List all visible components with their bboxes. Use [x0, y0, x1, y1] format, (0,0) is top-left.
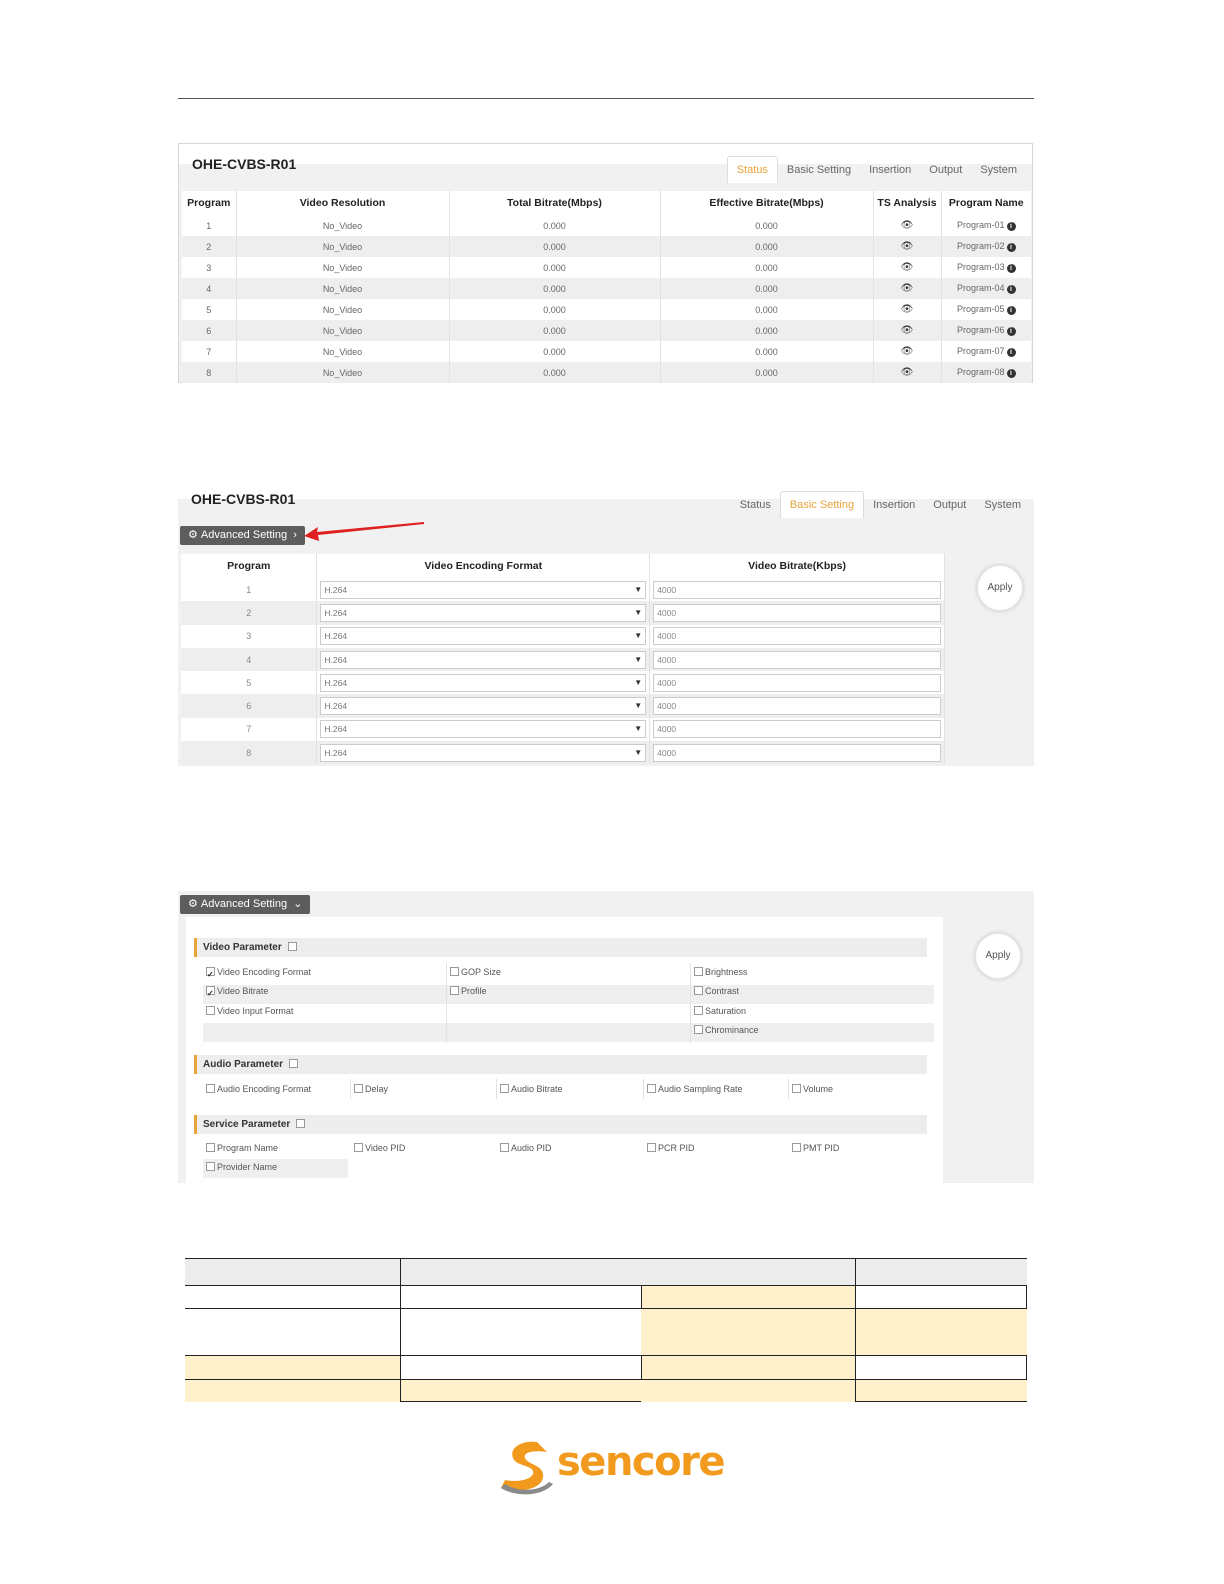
- tab-basic-setting[interactable]: Basic Setting: [780, 491, 864, 518]
- effective-bitrate: 0.000: [660, 278, 873, 299]
- effective-bitrate: 0.000: [660, 236, 873, 257]
- brightness-option[interactable]: Brightness: [691, 963, 748, 982]
- effective-bitrate: 0.000: [660, 257, 873, 278]
- advanced-setting-label: Advanced Setting: [200, 898, 288, 910]
- service-parameter-checkbox[interactable]: [296, 1119, 305, 1128]
- checkbox[interactable]: [694, 967, 703, 976]
- video-encoding-format-option[interactable]: ✓Video Encoding Format: [203, 963, 311, 982]
- program-number: 4: [181, 648, 317, 671]
- checkbox-checked[interactable]: [206, 967, 215, 976]
- encoding-format-value: H.264: [324, 701, 348, 712]
- effective-bitrate: 0.000: [660, 299, 873, 320]
- video-bitrate-input[interactable]: 4000: [653, 604, 941, 622]
- video-bitrate-input[interactable]: 4000: [653, 627, 941, 645]
- total-bitrate: 0.000: [449, 236, 660, 257]
- checkbox[interactable]: [206, 1162, 215, 1171]
- advanced-setting-button[interactable]: [180, 526, 305, 545]
- col-effective-bitrate: Effective Bitrate(Mbps): [660, 191, 873, 215]
- checkbox[interactable]: [206, 1143, 215, 1152]
- encoding-format-value: H.264: [324, 584, 348, 595]
- table-row: [182, 341, 1031, 362]
- eye-icon[interactable]: 👁: [900, 283, 914, 294]
- video-bitrate-input[interactable]: 4000: [653, 744, 941, 762]
- gear-icon: ⚙: [188, 898, 198, 910]
- encoding-format-select[interactable]: [320, 627, 646, 645]
- effective-bitrate: 0.000: [660, 341, 873, 362]
- table-line: [641, 1285, 642, 1309]
- audio-parameter-checkbox[interactable]: [289, 1059, 298, 1068]
- caret-down-icon: ▼: [634, 701, 643, 711]
- program-number: 7: [182, 341, 236, 362]
- audio-parameter-title: Audio Parameter: [203, 1059, 284, 1070]
- highlighted-cell: [641, 1356, 855, 1379]
- apply-button[interactable]: Apply: [977, 565, 1023, 611]
- checkbox[interactable]: [647, 1084, 656, 1093]
- checkbox[interactable]: [694, 1025, 703, 1034]
- eye-icon[interactable]: 👁: [900, 262, 914, 273]
- saturation-option[interactable]: Saturation: [691, 1002, 746, 1021]
- eye-icon[interactable]: 👁: [900, 304, 914, 315]
- advanced-setting-panel: [178, 891, 1034, 1183]
- caret-down-icon: ▼: [634, 654, 643, 664]
- table-line: [185, 1379, 1027, 1380]
- basic-setting-panel: [178, 479, 1034, 766]
- encoding-format-value: H.264: [324, 631, 348, 642]
- info-icon[interactable]: i: [1007, 264, 1016, 273]
- video-bitrate-input[interactable]: 4000: [653, 651, 941, 669]
- total-bitrate: 0.000: [449, 320, 660, 341]
- video-bitrate-input[interactable]: 4000: [653, 581, 941, 599]
- video-resolution: No_Video: [236, 278, 449, 299]
- checkbox[interactable]: [500, 1143, 509, 1152]
- program-number: 2: [182, 236, 236, 257]
- encoding-format-value: H.264: [324, 724, 348, 735]
- device-title: OHE-CVBS-R01: [191, 491, 296, 507]
- contrast-option[interactable]: Contrast: [691, 982, 739, 1001]
- gop-size-option[interactable]: GOP Size: [447, 963, 501, 982]
- checkbox[interactable]: [206, 1084, 215, 1093]
- chevron-right-icon: ›: [290, 529, 297, 541]
- table-line: [185, 1308, 1027, 1309]
- video-pid-option[interactable]: Video PID: [351, 1139, 405, 1158]
- table-row: [182, 362, 1031, 383]
- table-row: [182, 299, 1031, 320]
- table-line: [185, 1355, 1027, 1356]
- info-icon[interactable]: i: [1007, 285, 1016, 294]
- caret-down-icon: ▼: [634, 747, 643, 757]
- caret-down-icon: ▼: [634, 724, 643, 734]
- gear-icon: ⚙: [188, 529, 198, 541]
- tab-status[interactable]: Status: [739, 499, 771, 511]
- total-bitrate: 0.000: [449, 215, 660, 236]
- table-row: [181, 625, 945, 648]
- col-program: Program: [182, 191, 236, 215]
- program-number: 3: [181, 625, 317, 648]
- effective-bitrate: 0.000: [660, 362, 873, 383]
- video-parameter-header: [194, 938, 927, 957]
- tab-bar: [731, 491, 1030, 518]
- program-number: 5: [182, 299, 236, 320]
- provider-name-option[interactable]: Provider Name: [203, 1158, 277, 1177]
- profile-option[interactable]: Profile: [447, 982, 487, 1001]
- program-number: 6: [182, 320, 236, 341]
- checkbox-checked[interactable]: [206, 986, 215, 995]
- checkbox[interactable]: [206, 1006, 215, 1015]
- program-number: 1: [182, 215, 236, 236]
- advanced-setting-label: Advanced Setting: [200, 529, 288, 541]
- tab-bar: [727, 156, 1026, 183]
- info-icon[interactable]: i: [1007, 306, 1016, 315]
- program-name: Program-04: [956, 283, 1005, 293]
- encoding-format-value: H.264: [324, 654, 348, 665]
- video-bitrate-input[interactable]: 4000: [653, 697, 941, 715]
- encoding-format-select[interactable]: [320, 604, 646, 622]
- basic-settings-table: [181, 554, 945, 764]
- encoding-format-select[interactable]: [320, 744, 646, 762]
- program-name: Program-05: [956, 304, 1005, 314]
- sencore-logo-text: sencore: [557, 1439, 724, 1485]
- eye-icon[interactable]: 👁: [900, 241, 914, 252]
- apply-button[interactable]: Apply: [975, 933, 1021, 979]
- service-parameter-header: [194, 1115, 927, 1134]
- red-arrow-annotation: [302, 519, 428, 541]
- eye-icon[interactable]: 👁: [900, 346, 914, 357]
- table-line: [855, 1401, 1027, 1402]
- table-row: [181, 648, 945, 671]
- checkbox[interactable]: [694, 986, 703, 995]
- col-video-resolution: Video Resolution: [236, 191, 449, 215]
- video-resolution: No_Video: [236, 236, 449, 257]
- video-bitrate-input[interactable]: 4000: [653, 720, 941, 738]
- status-table: [182, 191, 1031, 383]
- table-line: [400, 1258, 401, 1402]
- video-resolution: No_Video: [236, 362, 449, 383]
- option-row-shading: [203, 1023, 934, 1042]
- table-row: [181, 694, 945, 717]
- total-bitrate: 0.000: [449, 362, 660, 383]
- highlighted-cell: [641, 1309, 1027, 1355]
- table-row: [181, 578, 945, 601]
- table-header-row: [181, 554, 945, 578]
- table-line: [1026, 1355, 1027, 1380]
- info-icon[interactable]: i: [1007, 222, 1016, 231]
- audio-parameter-header: [194, 1055, 927, 1074]
- program-name-option[interactable]: Program Name: [203, 1139, 278, 1158]
- table-row: [182, 236, 1031, 257]
- checkbox[interactable]: [647, 1143, 656, 1152]
- info-icon[interactable]: i: [1007, 348, 1016, 357]
- table-line: [855, 1258, 856, 1402]
- info-icon[interactable]: i: [1007, 327, 1016, 336]
- audio-pid-option[interactable]: Audio PID: [497, 1139, 552, 1158]
- info-icon[interactable]: i: [1007, 369, 1016, 378]
- table-row: [181, 718, 945, 741]
- encoding-format-value: H.264: [324, 747, 348, 758]
- video-resolution: No_Video: [236, 299, 449, 320]
- video-resolution: No_Video: [236, 341, 449, 362]
- effective-bitrate: 0.000: [660, 320, 873, 341]
- program-name: Program-02: [956, 241, 1005, 251]
- table-row: [182, 257, 1031, 278]
- effective-bitrate: 0.000: [660, 215, 873, 236]
- table-line: [400, 1401, 641, 1402]
- checkbox[interactable]: [792, 1084, 801, 1093]
- program-name: Program-06: [956, 325, 1005, 335]
- video-input-format-option[interactable]: Video Input Format: [203, 1002, 293, 1021]
- program-number: 1: [181, 578, 317, 601]
- program-name: Program-03: [956, 262, 1005, 272]
- table-line: [185, 1285, 1027, 1286]
- checkbox[interactable]: [694, 1006, 703, 1015]
- video-resolution: No_Video: [236, 215, 449, 236]
- caret-down-icon: ▼: [634, 607, 643, 617]
- total-bitrate: 0.000: [449, 278, 660, 299]
- program-number: 8: [181, 741, 317, 764]
- eye-icon[interactable]: 👁: [900, 325, 914, 336]
- table-line: [185, 1258, 1027, 1259]
- table-row: [182, 278, 1031, 299]
- checkbox[interactable]: [450, 967, 459, 976]
- eye-icon[interactable]: 👁: [900, 367, 914, 378]
- caret-down-icon: ▼: [634, 677, 643, 687]
- audio-encoding-format-option[interactable]: Audio Encoding Format: [203, 1080, 311, 1099]
- option-row-shading: [203, 985, 934, 1004]
- col-ts-analysis: TS Analysis: [873, 191, 941, 215]
- col-video-bitrate: Video Bitrate(Kbps): [650, 554, 945, 578]
- total-bitrate: 0.000: [449, 257, 660, 278]
- eye-icon[interactable]: 👁: [900, 220, 914, 231]
- encoding-format-select[interactable]: [320, 581, 646, 599]
- program-name: Program-08: [956, 367, 1005, 377]
- program-number: 5: [181, 671, 317, 694]
- tab-output[interactable]: Output: [929, 164, 963, 176]
- encoding-format-select[interactable]: [320, 720, 646, 738]
- caret-down-icon: ▼: [634, 631, 643, 641]
- table-row: [182, 215, 1031, 236]
- advanced-options-area: [186, 917, 943, 1183]
- encoding-format-select[interactable]: [320, 697, 646, 715]
- col-program: Program: [181, 554, 317, 578]
- volume-option[interactable]: Volume: [789, 1080, 833, 1099]
- table-header-row: [182, 191, 1031, 215]
- table-row: [182, 320, 1031, 341]
- program-number: 4: [182, 278, 236, 299]
- audio-sampling-rate-option[interactable]: Audio Sampling Rate: [644, 1080, 743, 1099]
- tab-system[interactable]: System: [980, 164, 1017, 176]
- table-row: [181, 741, 945, 764]
- header-rule: [178, 98, 1034, 99]
- checkbox[interactable]: [354, 1084, 363, 1093]
- table-line: [1026, 1285, 1027, 1309]
- encoding-format-value: H.264: [324, 677, 348, 688]
- advanced-setting-button[interactable]: [180, 895, 310, 914]
- chrominance-option[interactable]: Chrominance: [691, 1021, 759, 1040]
- total-bitrate: 0.000: [449, 341, 660, 362]
- col-video-encoding-format: Video Encoding Format: [317, 554, 650, 578]
- chevron-down-icon: ⌄: [290, 898, 303, 910]
- audio-bitrate-option[interactable]: Audio Bitrate: [497, 1080, 563, 1099]
- tab-system[interactable]: System: [984, 499, 1021, 511]
- video-bitrate-input[interactable]: 4000: [653, 674, 941, 692]
- video-bitrate-option[interactable]: ✓Video Bitrate: [203, 982, 268, 1001]
- tab-status[interactable]: Status: [727, 156, 778, 183]
- caret-down-icon: ▼: [634, 584, 643, 594]
- highlighted-cell: [185, 1356, 400, 1379]
- encoding-format-select[interactable]: [320, 674, 646, 692]
- tab-insertion[interactable]: Insertion: [869, 164, 912, 176]
- info-icon[interactable]: i: [1007, 243, 1016, 252]
- delay-option[interactable]: Delay: [351, 1080, 388, 1099]
- checkbox[interactable]: [792, 1143, 801, 1152]
- checkbox[interactable]: [500, 1084, 509, 1093]
- table-row: [181, 601, 945, 624]
- tab-insertion[interactable]: Insertion: [873, 499, 916, 511]
- video-parameter-title: Video Parameter: [203, 942, 282, 953]
- sencore-logo-icon: [499, 1438, 559, 1498]
- pmt-pid-option[interactable]: PMT PID: [789, 1139, 839, 1158]
- checkbox[interactable]: [450, 986, 459, 995]
- table-row: [181, 671, 945, 694]
- program-number: 6: [181, 694, 317, 717]
- video-parameter-checkbox[interactable]: [288, 942, 297, 951]
- checkbox[interactable]: [354, 1143, 363, 1152]
- encoding-format-value: H.264: [324, 607, 348, 618]
- col-total-bitrate: Total Bitrate(Mbps): [449, 191, 660, 215]
- highlighted-cell: [641, 1286, 855, 1308]
- video-resolution: No_Video: [236, 257, 449, 278]
- program-number: 2: [181, 601, 317, 624]
- program-name: Program-01: [956, 220, 1005, 230]
- table-line: [641, 1355, 642, 1380]
- video-resolution: No_Video: [236, 320, 449, 341]
- highlighted-row: [185, 1380, 1027, 1402]
- total-bitrate: 0.000: [449, 299, 660, 320]
- encoding-format-select[interactable]: [320, 651, 646, 669]
- program-number: 3: [182, 257, 236, 278]
- service-parameter-title: Service Parameter: [203, 1119, 291, 1130]
- program-number: 8: [182, 362, 236, 383]
- program-name: Program-07: [956, 346, 1005, 356]
- tab-output[interactable]: Output: [933, 499, 967, 511]
- status-panel: [178, 143, 1033, 383]
- col-program-name: Program Name: [948, 197, 1024, 209]
- program-number: 7: [181, 718, 317, 741]
- tab-basic-setting[interactable]: Basic Setting: [786, 164, 852, 176]
- device-title: OHE-CVBS-R01: [192, 156, 297, 172]
- table-header-row: [185, 1258, 1027, 1285]
- pcr-pid-option[interactable]: PCR PID: [644, 1139, 695, 1158]
